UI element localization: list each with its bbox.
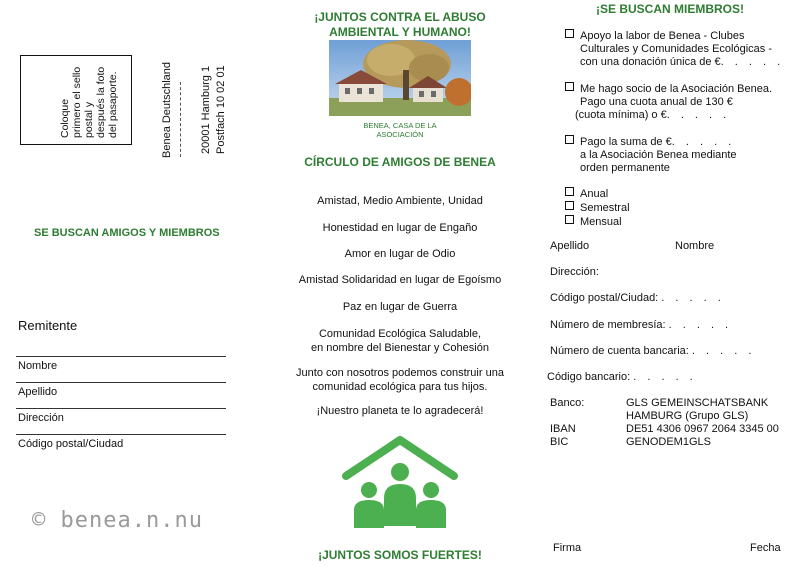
postal-dots[interactable]: . . . . .	[661, 292, 725, 304]
semester-checkbox[interactable]	[565, 201, 574, 210]
right-heading: ¡SE BUSCAN MIEMBROS!	[595, 2, 744, 16]
bankcode-dots[interactable]: . . . . .	[633, 371, 697, 383]
standing-amount-dots[interactable]: . . . . .	[671, 136, 736, 148]
bank-value	[626, 397, 768, 423]
frequency-monthly[interactable]: Mensual	[565, 215, 630, 229]
recipient-name: Benea Deutschland	[161, 61, 173, 158]
recipient-box: Postfach 10 02 01	[215, 65, 227, 154]
label-name[interactable]: Nombre	[675, 240, 715, 252]
frequency-options	[565, 187, 630, 229]
sender-name-field[interactable]: Nombre	[18, 360, 58, 372]
photo-caption-line2: ASOCIACIÓN	[376, 130, 424, 139]
value-3: Amor en lugar de Odio	[344, 248, 456, 260]
frequency-semester[interactable]: Semestral	[565, 201, 630, 215]
sender-address-field[interactable]: Dirección	[18, 412, 64, 424]
middle-footer: ¡JUNTOS SOMOS FUERTES!	[318, 548, 482, 562]
option-donation-line3: con una donación única de €	[580, 56, 721, 68]
bic-label: BIC	[550, 436, 569, 448]
stamp-instruction: Coloque primero el sello postal y después la foto del pasaporte.	[59, 66, 119, 138]
middle-title	[272, 10, 528, 40]
signature-field[interactable]: Firma	[553, 542, 582, 554]
monthly-checkbox[interactable]	[565, 215, 574, 224]
option-donation[interactable]	[565, 29, 784, 69]
community-line1: Comunidad Ecológica Saludable,	[318, 328, 482, 340]
community-line2: en nombre del Bienestar y Cohesión	[311, 342, 489, 354]
house-photo-image	[329, 40, 471, 116]
label-account[interactable]: Número de cuenta bancaria: . . . . .	[550, 345, 756, 357]
bank-value-line1: GLS GEMEINSCHATSBANK	[626, 397, 769, 409]
sender-line-2	[16, 382, 226, 383]
iban-label: IBAN	[550, 423, 576, 435]
together-text	[272, 366, 528, 394]
value-5: Paz en lugar de Guerra	[342, 301, 458, 313]
sender-line-4	[16, 434, 226, 435]
watermark: © benea.n.nu	[32, 508, 203, 533]
standing-order-checkbox[interactable]	[565, 135, 574, 144]
together-line2: comunidad ecológica para tus hijos.	[312, 381, 488, 393]
option-standing-line2: a la Asociación Benea mediante	[580, 149, 737, 161]
community-text	[272, 327, 528, 355]
sender-surname-field[interactable]: Apellido	[18, 386, 58, 398]
photo-caption-line1: BENEA, CASA DE LA	[363, 121, 437, 130]
frequency-annual[interactable]: Anual	[565, 187, 630, 201]
middle-title-line1: ¡JUNTOS CONTRA EL ABUSO	[314, 10, 486, 24]
family-house-icon	[340, 436, 460, 532]
middle-title-line2: AMBIENTAL Y HUMANO!	[329, 25, 471, 39]
membership-dots[interactable]: . . . . .	[668, 319, 733, 331]
annual-checkbox[interactable]	[565, 187, 574, 196]
option-membership[interactable]	[565, 82, 772, 122]
option-donation-line2: Culturales y Comunidades Ecológicas -	[580, 43, 772, 55]
donation-checkbox[interactable]	[565, 29, 574, 38]
photo-caption	[329, 121, 471, 139]
sender-line-1	[16, 356, 226, 357]
value-1: Amistad, Medio Ambiente, Unidad	[317, 195, 483, 207]
option-standing-line1: Pago la suma de €	[580, 136, 672, 148]
value-2: Honestidad en lugar de Engaño	[322, 222, 478, 234]
option-membership-line1: Me hago socio de la Asociación Benea.	[580, 83, 773, 95]
label-membership[interactable]: Número de membresía: . . . . .	[550, 319, 733, 331]
option-standing-line3: orden permanente	[580, 162, 670, 174]
label-address[interactable]: Dirección:	[550, 266, 599, 278]
sender-line-3	[16, 408, 226, 409]
date-field[interactable]: Fecha	[750, 542, 781, 554]
iban-value: DE51 4306 0967 2064 3345 00	[626, 423, 779, 435]
together-line1: Junto con nosotros podemos construir una	[296, 367, 504, 379]
bic-value: GENODEM1GLS	[626, 436, 711, 448]
bank-label: Banco:	[550, 397, 585, 409]
recipient-separator	[180, 82, 181, 157]
donation-amount-dots[interactable]: . . . . .	[720, 56, 785, 68]
membership-checkbox[interactable]	[565, 82, 574, 91]
association-house-photo	[329, 40, 471, 116]
planet-text: ¡Nuestro planeta te lo agradecerá!	[316, 405, 484, 417]
label-postal[interactable]: Código postal/Ciudad: . . . . .	[550, 292, 725, 304]
option-standing-order[interactable]	[565, 135, 737, 175]
option-membership-line2: Pago una cuota anual de 130 €	[580, 96, 733, 108]
sender-postal-field[interactable]: Código postal/Ciudad	[18, 438, 124, 450]
label-surname[interactable]: Apellido	[550, 240, 590, 252]
sender-label: Remitente	[18, 318, 78, 333]
option-membership-line3: (cuota mínima) o €	[575, 109, 667, 121]
membership-amount-dots[interactable]: . . . . .	[666, 109, 731, 121]
value-4: Amistad Solidaridad en lugar de Egoísmo	[298, 274, 502, 286]
label-bankcode[interactable]: Código bancario: . . . . .	[547, 371, 697, 383]
recipient-city: 20001 Hamburg 1	[200, 65, 212, 154]
bank-value-line2: HAMBURG (Grupo GLS)	[626, 410, 749, 422]
circle-heading: CÍRCULO DE AMIGOS DE BENEA	[304, 155, 496, 169]
stamp-box	[20, 55, 132, 145]
account-dots[interactable]: . . . . .	[691, 345, 756, 357]
option-donation-line1: Apoyo la labor de Benea - Clubes	[580, 30, 745, 42]
left-heading: SE BUSCAN AMIGOS Y MIEMBROS	[34, 227, 220, 239]
